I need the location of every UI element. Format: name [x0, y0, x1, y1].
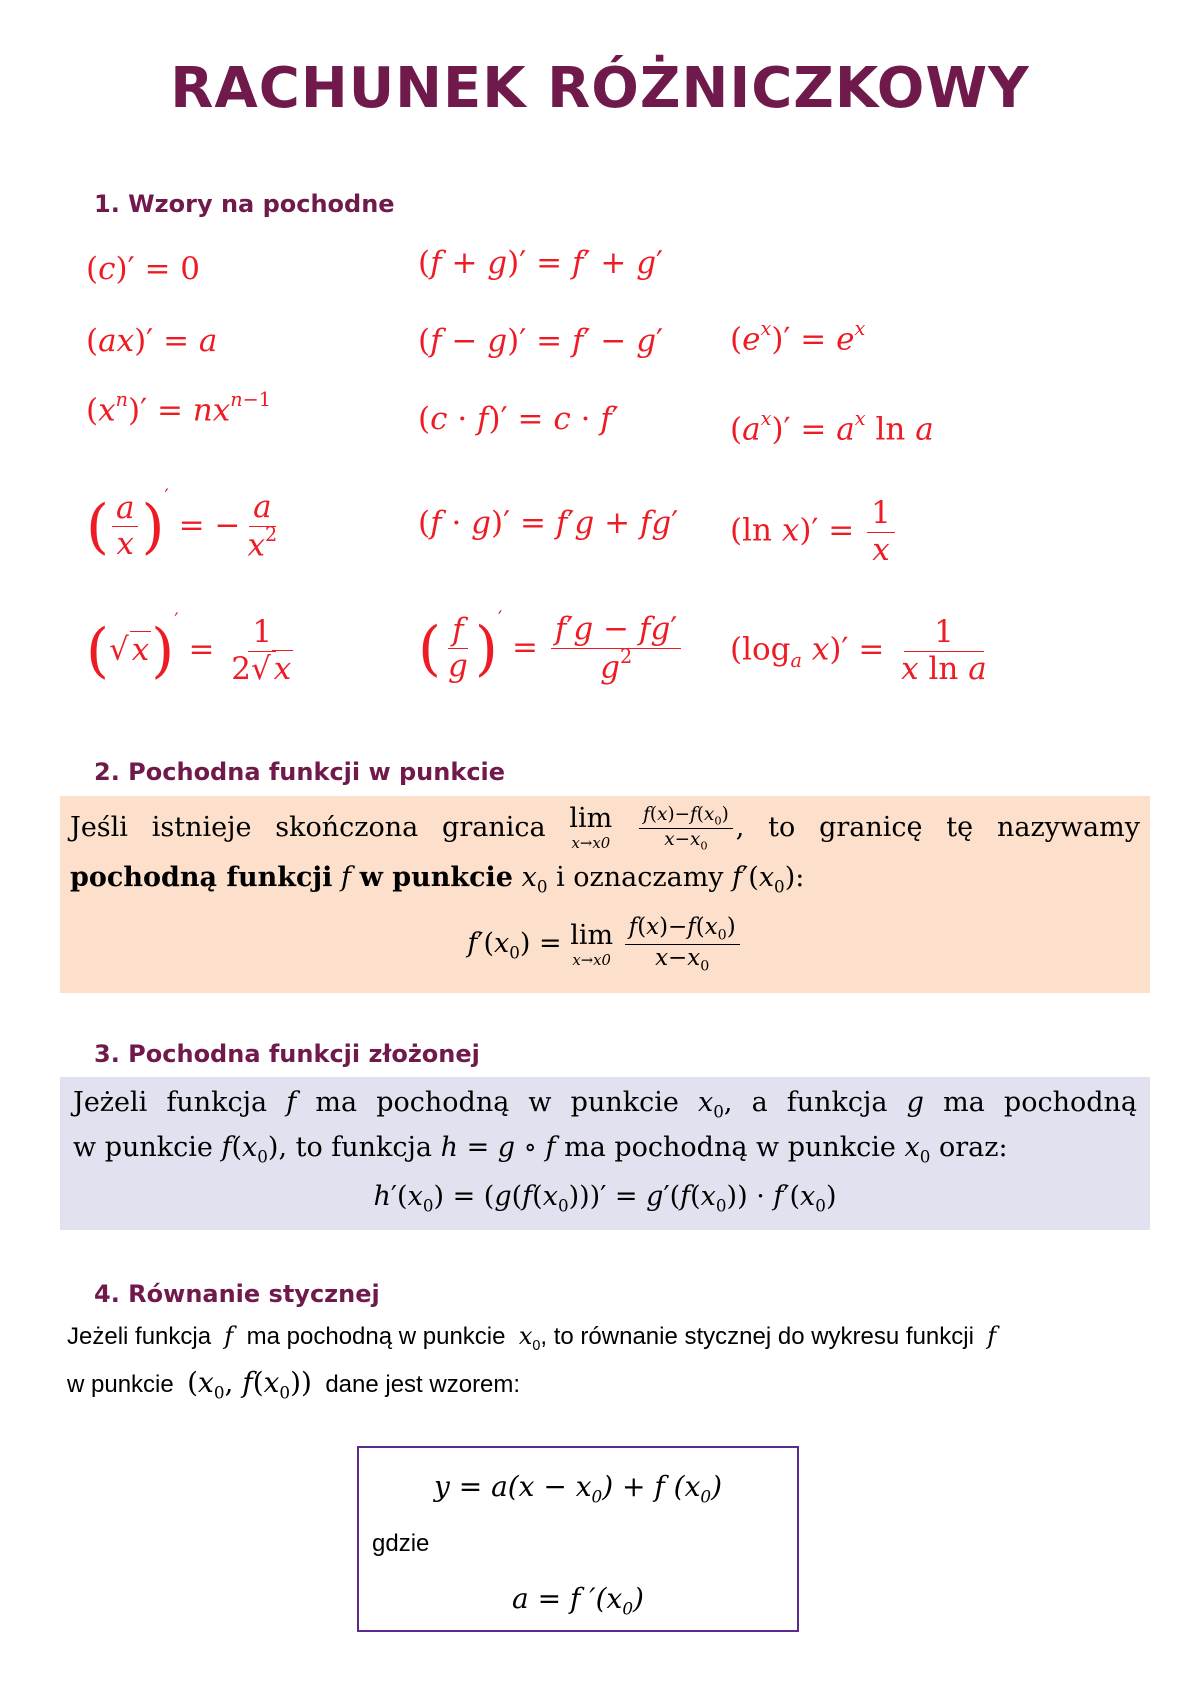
- formula-general-exp: $(a^x)' = a^x$ ln a: [730, 407, 934, 448]
- page-title: RACHUNEK RÓŻNICZKOWY: [170, 56, 1030, 121]
- definition-box: [60, 796, 1150, 993]
- formula-difference-rule: (f − g)′ = f′ − g′: [418, 323, 664, 359]
- formula-log-natural: (ln x)′ = $\frac{1}{x}$: [730, 496, 898, 568]
- where-label: gdzie: [372, 1530, 430, 1557]
- section-heading-formulas: 1. Wzory na pochodne: [94, 190, 395, 218]
- formula-exp: $(e^x)' = e^x$: [730, 317, 866, 358]
- formula-sum-rule: (f + g)′ = f′ + g′: [418, 245, 664, 281]
- formula-constant-multiple: (c · f)′ = c · f′: [418, 401, 619, 437]
- definition-formula: $f'(x_0)$ = lim x→x0 $\frac{f(x)-f(x_0)}{x-x_0}$: [60, 914, 1150, 975]
- tangent-text-line-2: w punkcie ($x_0$, $f(x_0)$) dane jest wzorem:: [67, 1366, 521, 1403]
- formula-quotient-rule: ( $\frac{f}{g}$ )′ = $\frac{f'g - fg'}{g^2}$: [418, 612, 684, 686]
- definition-line-2: pochodną funkcji f w punkcie $x_0$ i oznaczamy $f'(x_0)$:: [70, 862, 805, 897]
- tangent-text-line-1: Jeżeli funkcja f ma pochodną w punkcie $x_0$, to równanie stycznej do wykresu funkcji f: [67, 1322, 997, 1354]
- formula-product-rule: (f · g)′ = f′g + fg′: [418, 505, 679, 541]
- formula-constant: (c)′ = 0: [86, 251, 201, 287]
- chain-rule-line-2: w punkcie $f(x_0)$, to funkcja h = g ∘ f ma pochodną w punkcie $x_0$ oraz:: [73, 1132, 1008, 1167]
- tangent-formula-box: [357, 1446, 799, 1632]
- formula-power: $(x^n)' = nx^{n-1}$: [86, 388, 271, 429]
- tangent-equation: $y = a(x - x_0) + f$ $(x_0)$: [433, 1470, 723, 1507]
- chain-rule-box: [60, 1077, 1150, 1230]
- chain-rule-line-1: Jeżeli funkcja f ma pochodną w punkcie $x_0$, a funkcja g ma pochodną: [73, 1087, 1137, 1122]
- formula-reciprocal: ( $\frac{a}{x}$ )′ = − $\frac{a}{x^2}$: [86, 484, 278, 563]
- chain-rule-formula: $h'(x_0) = (g(f(x_0)))' = g'(f(x_0)) \cdot f'(x_0)$: [373, 1181, 837, 1216]
- section-heading-chain-rule: 3. Pochodna funkcji złożonej: [94, 1040, 480, 1068]
- section-heading-derivative-at-point: 2. Pochodna funkcji w punkcie: [94, 758, 506, 786]
- slope-equation: a = f $'(x_0)$: [512, 1582, 644, 1619]
- definition-line-1: Jeśli istnieje skończona granica lim x→x0 $\frac{f(x)-f(x_0)}{x-x_0}$ , to granicę tę nazywamy: [70, 803, 1140, 853]
- section-heading-tangent: 4. Równanie stycznej: [94, 1280, 380, 1308]
- formula-log-base: ($\log_a$ x)′ = $\frac{1}{\text{x ln a}}$: [730, 614, 987, 687]
- formula-sqrt: (√x)′ = $\frac{1}{2√x}$: [86, 609, 292, 687]
- formula-linear: (ax)′ = a: [86, 323, 218, 359]
